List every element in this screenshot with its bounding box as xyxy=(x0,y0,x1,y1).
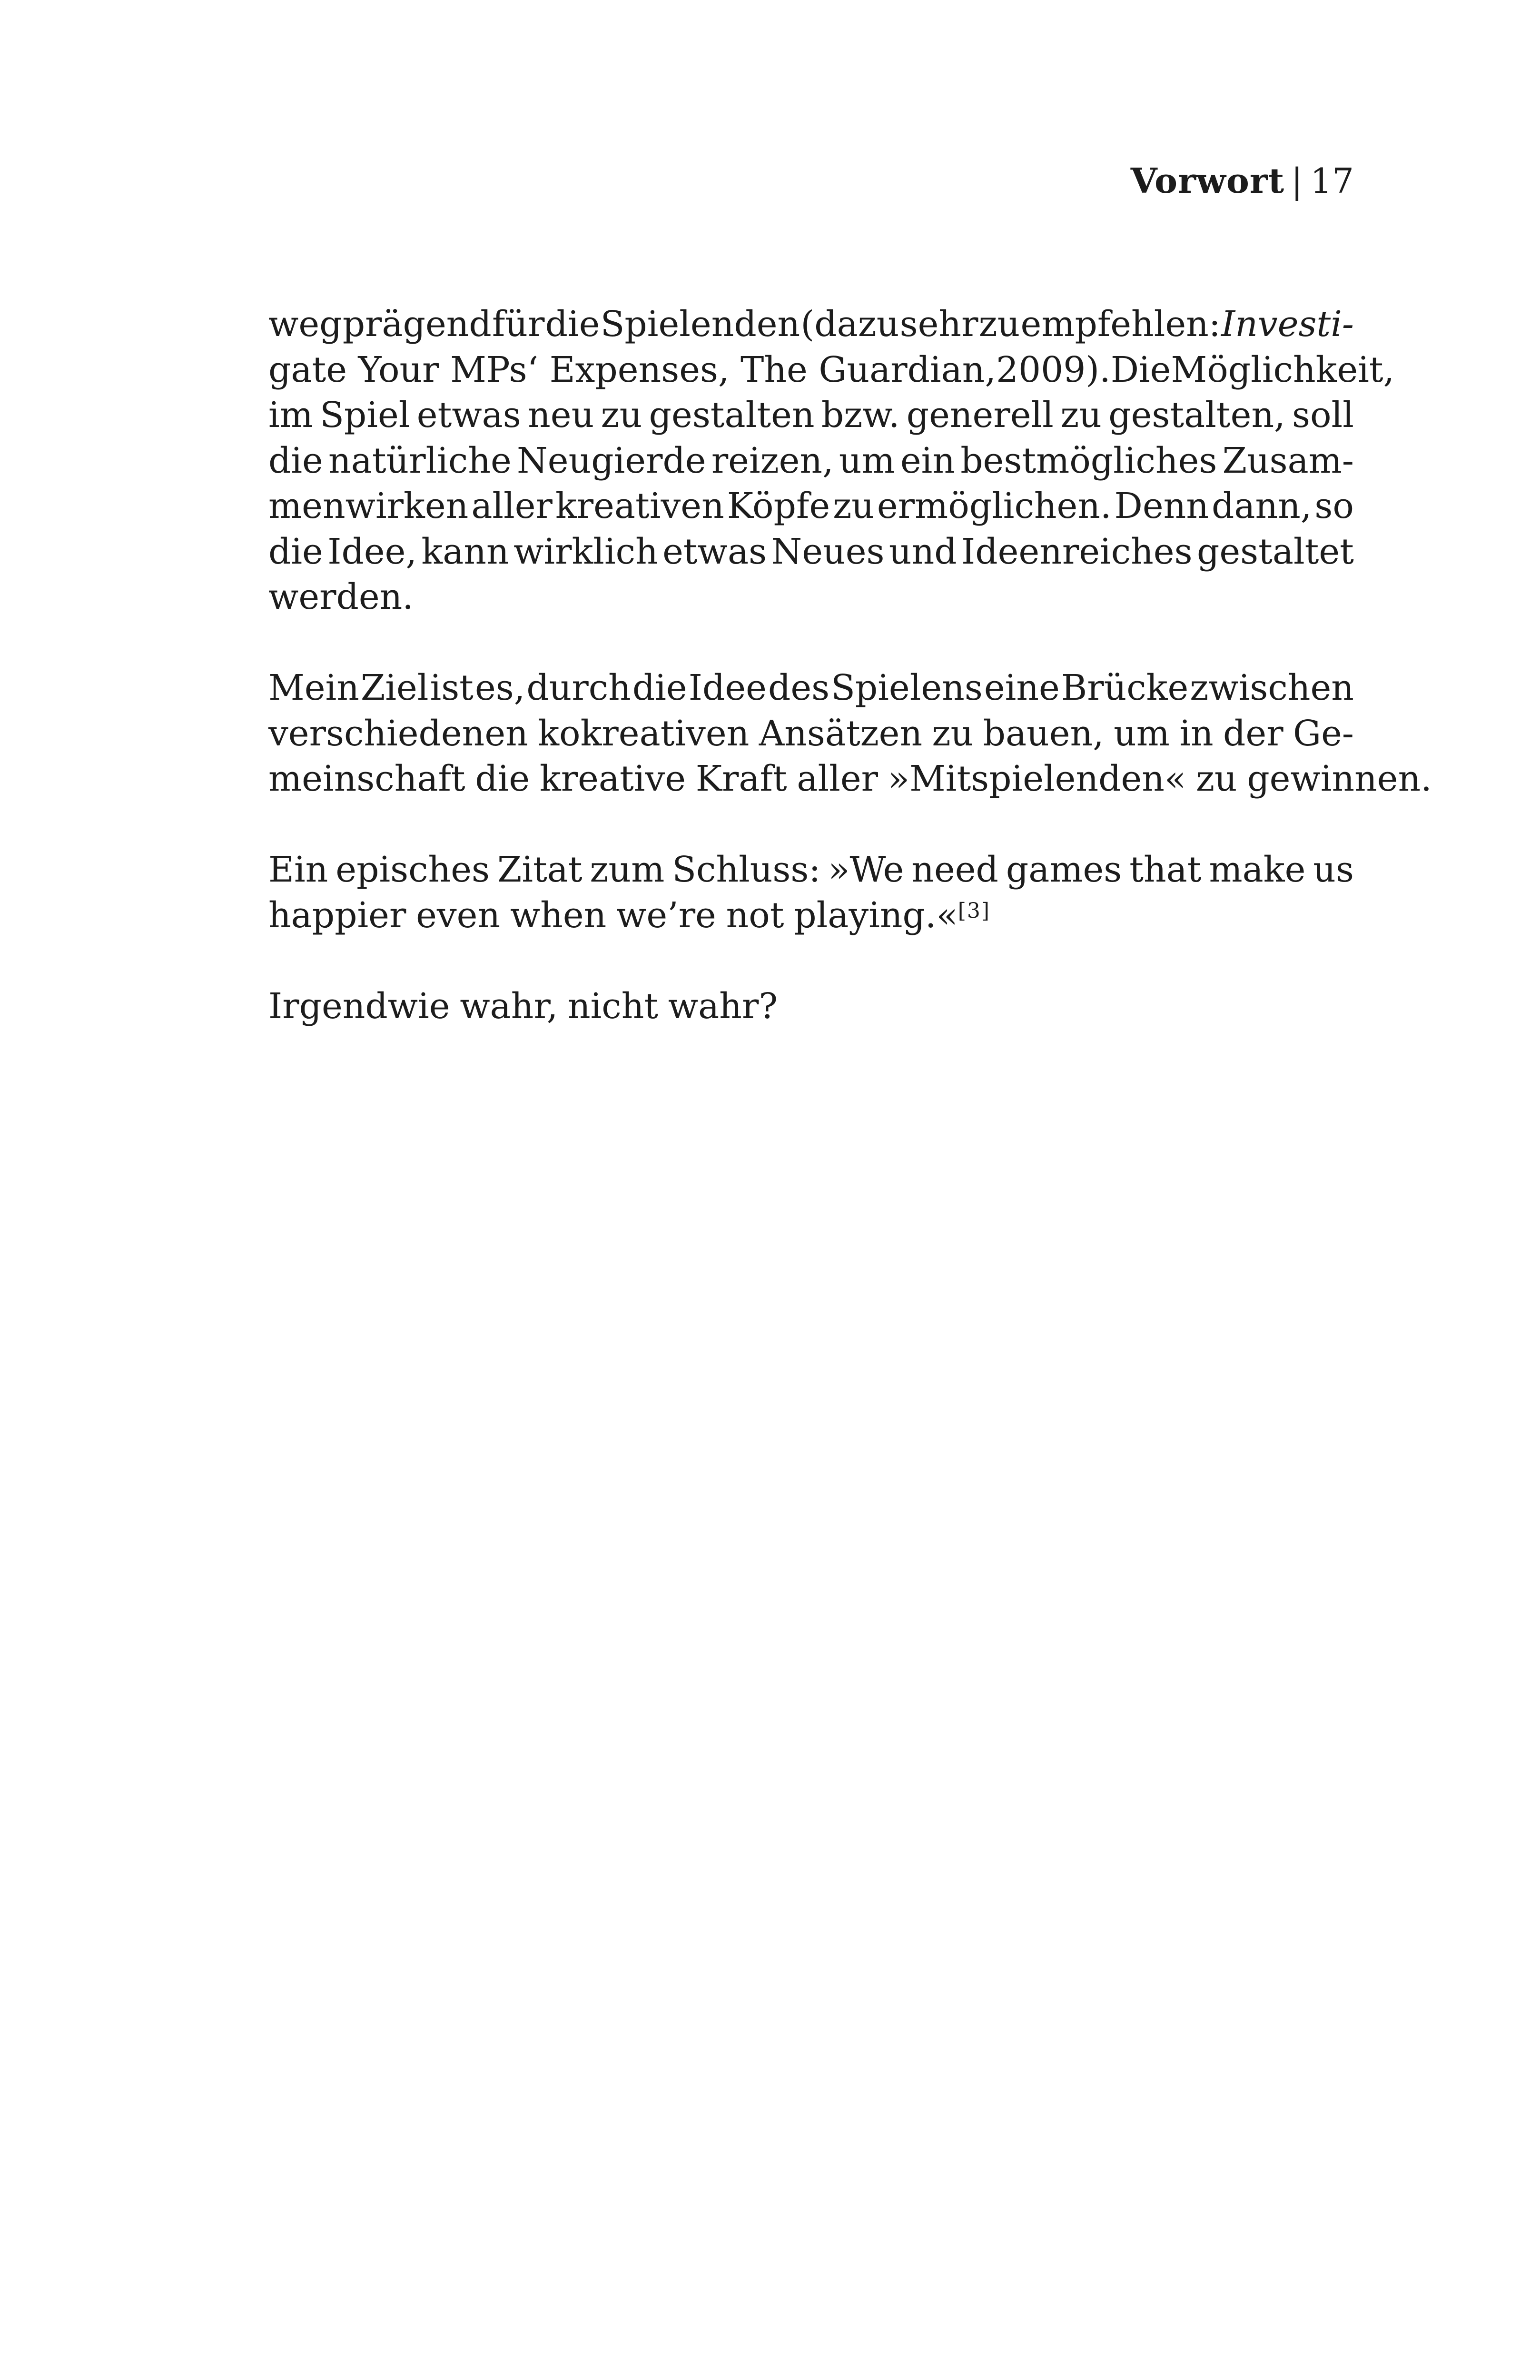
word: bauen, xyxy=(983,713,1104,754)
word: Mein xyxy=(268,667,359,708)
text-line xyxy=(268,847,1354,893)
word: Idee, xyxy=(327,531,417,572)
word: neu xyxy=(528,395,594,436)
word: die xyxy=(545,304,600,345)
word: soll xyxy=(1292,395,1354,436)
word: Zusam- xyxy=(1222,440,1354,481)
text-line xyxy=(268,302,1354,347)
word: need xyxy=(911,849,998,890)
word: that xyxy=(1129,849,1202,890)
word: nicht xyxy=(567,985,659,1027)
footnote-marker: [3] xyxy=(958,898,991,923)
word: Ziel xyxy=(360,667,429,708)
paragraph xyxy=(268,302,1395,620)
word: weg xyxy=(268,304,342,345)
text-line xyxy=(268,984,1354,1030)
word: Kraft xyxy=(695,758,787,799)
word: zum xyxy=(590,849,665,890)
text-line xyxy=(268,347,1395,393)
word: not xyxy=(726,894,784,936)
word: wahr? xyxy=(668,985,778,1027)
text-line xyxy=(268,438,1354,484)
word: zu xyxy=(601,395,642,436)
word: so xyxy=(1314,486,1354,526)
word: um xyxy=(1114,713,1170,754)
word: im xyxy=(268,395,313,436)
word: natürliche xyxy=(328,440,512,481)
paragraph-gap xyxy=(268,938,1354,984)
word: Zitat xyxy=(497,849,582,890)
word: ist xyxy=(430,667,474,708)
word: Spielenden xyxy=(600,304,800,345)
word: zwischen xyxy=(1190,667,1354,708)
text-line xyxy=(268,756,1432,802)
word: Spiel xyxy=(320,395,410,436)
word: even xyxy=(416,894,501,936)
word: aller xyxy=(797,758,879,799)
word: menwirken xyxy=(268,486,469,526)
word: aller xyxy=(471,486,553,526)
word: (dazu xyxy=(800,304,899,345)
word: us xyxy=(1313,849,1354,890)
word: es, xyxy=(474,667,525,708)
text-line xyxy=(268,711,1354,757)
running-head xyxy=(1131,159,1354,202)
word: Denn xyxy=(1114,486,1209,526)
word: playing.«[3] xyxy=(794,894,991,936)
word: die xyxy=(268,440,323,481)
text-line xyxy=(268,665,1354,711)
word: episches xyxy=(336,849,490,890)
word: empfehlen: xyxy=(1020,304,1221,345)
word: werden. xyxy=(268,576,414,617)
body-text xyxy=(268,302,1432,1029)
word: Irgendwie xyxy=(268,985,450,1027)
word: gate Your MPs‘ Expenses, The Guardian, xyxy=(268,349,996,390)
word: we’re xyxy=(616,894,716,936)
paragraph xyxy=(268,984,1354,1030)
text-line xyxy=(268,393,1354,438)
word: gestalten xyxy=(649,395,815,436)
word: der xyxy=(1223,713,1283,754)
word: Möglichkeit, xyxy=(1171,349,1395,390)
word: etwas xyxy=(662,531,767,572)
word: bzw. xyxy=(821,395,900,436)
word: wirklich xyxy=(513,531,658,572)
word: etwas xyxy=(416,395,521,436)
word: meinschaft xyxy=(268,758,465,799)
word: gestalten, xyxy=(1108,395,1285,436)
text-line xyxy=(268,893,1354,939)
text-line xyxy=(268,484,1354,529)
word: kreativen xyxy=(555,486,724,526)
word: Neugierde xyxy=(517,440,706,481)
word: ein xyxy=(900,440,955,481)
text-line xyxy=(268,575,1354,620)
word: when xyxy=(510,894,607,936)
word: Idee xyxy=(688,667,767,708)
word: die xyxy=(475,758,530,799)
word: Investi- xyxy=(1221,304,1354,345)
paragraph xyxy=(268,847,1354,938)
word: die xyxy=(268,531,323,572)
word: und xyxy=(888,531,957,572)
section-title: Vorwort xyxy=(1130,160,1285,201)
word: prägend xyxy=(342,304,492,345)
word: games xyxy=(1006,849,1122,890)
word: kokreativen xyxy=(538,713,750,754)
paragraph-gap xyxy=(268,802,1354,848)
word: ermöglichen. xyxy=(877,486,1112,526)
word: in xyxy=(1179,713,1214,754)
word: Die xyxy=(1110,349,1171,390)
word: verschiedenen xyxy=(268,713,528,754)
word: wahr, xyxy=(460,985,558,1027)
word: zu xyxy=(978,304,1020,345)
word: make xyxy=(1209,849,1306,890)
page-number: 17 xyxy=(1310,161,1354,201)
paragraph-gap xyxy=(268,620,1354,666)
word: Ansätzen xyxy=(759,713,923,754)
word: dann, xyxy=(1212,486,1312,526)
word: bestmögliches xyxy=(960,440,1217,481)
word: eine xyxy=(984,667,1060,708)
word: happier xyxy=(268,894,406,936)
word: zu xyxy=(932,713,974,754)
word: kreative xyxy=(539,758,686,799)
header-separator: | xyxy=(1291,161,1303,201)
word: »Mitspielenden« xyxy=(888,758,1186,799)
word: »We xyxy=(828,849,904,890)
word: durch xyxy=(526,667,631,708)
word: des xyxy=(768,667,830,708)
word: gewinnen. xyxy=(1247,758,1432,799)
word: Ideenreiches xyxy=(961,531,1193,572)
word: gestaltet xyxy=(1196,531,1354,572)
word: sehr xyxy=(899,304,978,345)
word: die xyxy=(632,667,687,708)
word: Ein xyxy=(268,849,328,890)
text-line xyxy=(268,529,1354,575)
word: generell xyxy=(906,395,1054,436)
word: Neues xyxy=(771,531,885,572)
word: zu xyxy=(833,486,874,526)
word: Schluss: xyxy=(672,849,821,890)
word: Spielens xyxy=(831,667,983,708)
word: Ge- xyxy=(1293,713,1354,754)
paragraph xyxy=(268,665,1432,802)
word: Köpfe xyxy=(727,486,830,526)
word: Brücke xyxy=(1061,667,1189,708)
word: zu xyxy=(1060,395,1102,436)
word: für xyxy=(492,304,545,345)
word: kann xyxy=(421,531,509,572)
word: reizen, xyxy=(711,440,834,481)
word: zu xyxy=(1195,758,1237,799)
word: 2009). xyxy=(996,349,1111,390)
word: um xyxy=(839,440,895,481)
